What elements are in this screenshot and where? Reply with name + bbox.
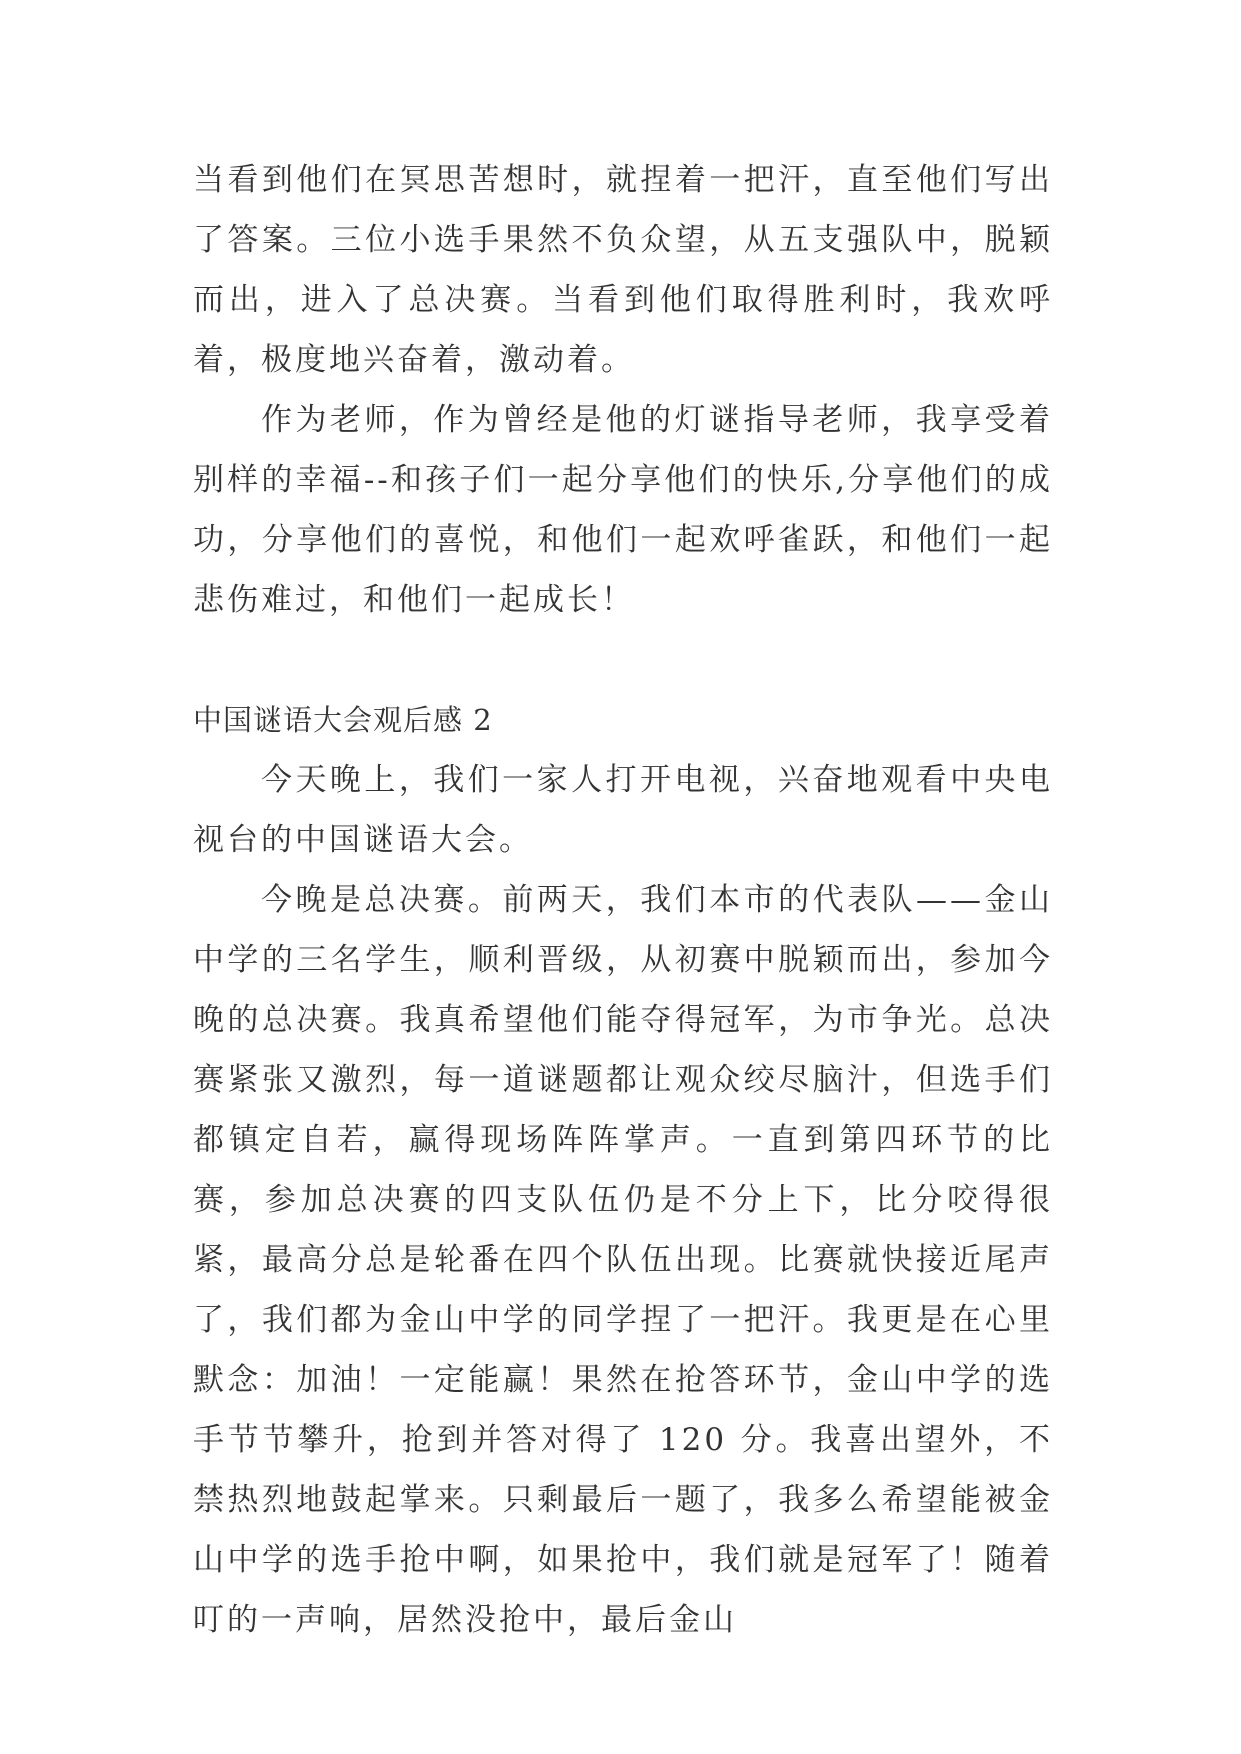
section-spacer	[193, 630, 1053, 690]
section-heading: 中国谜语大会观后感 2	[193, 703, 493, 737]
body-paragraph: 今天晚上，我们一家人打开电视，兴奋地观看中央电视台的中国谜语大会。	[193, 762, 1053, 858]
body-paragraph: 作为老师，作为曾经是他的灯谜指导老师，我享受着别样的幸福--和孩子们一起分享他们的快乐,分享他们的成功，分享他们的喜悦，和他们一起欢呼雀跃，和他们一起悲伤难过，和他们一起成长！	[193, 402, 1053, 618]
body-paragraph: 当看到他们在冥思苦想时，就捏着一把汗，直至他们写出了答案。三位小选手果然不负众望，从五支强队中，脱颖而出，进入了总决赛。当看到他们取得胜利时，我欢呼着，极度地兴奋着，激动着。	[193, 162, 1053, 378]
document-body	[193, 150, 1053, 1650]
body-paragraph: 今晚是总决赛。前两天，我们本市的代表队——金山中学的三名学生，顺利晋级，从初赛中脱颖而出，参加今晚的总决赛。我真希望他们能夺得冠军，为市争光。总决赛紧张又激烈，每一道谜题都让观众绞尽脑汁，但选手们都镇定自若，赢得现场阵阵掌声。一直到第四环节的比赛，参加总决赛的四支队伍仍是不分上下，比分咬得很紧，最高分总是轮番在四个队伍出现。比赛就快接近尾声了，我们都为金山中学的同学捏了一把汗。我更是在心里默念：加油！一定能赢！果然在抢答环节，金山中学的选手节节攀升，抢到并答对得了 120 分。我喜出望外，不禁热烈地鼓起掌来。只剩最后一题了，我多么希望能被金山中学的选手抢中啊，如果抢中，我们就是冠军了！随着叮的一声响，居然没抢中，最后金山	[193, 882, 1053, 1638]
